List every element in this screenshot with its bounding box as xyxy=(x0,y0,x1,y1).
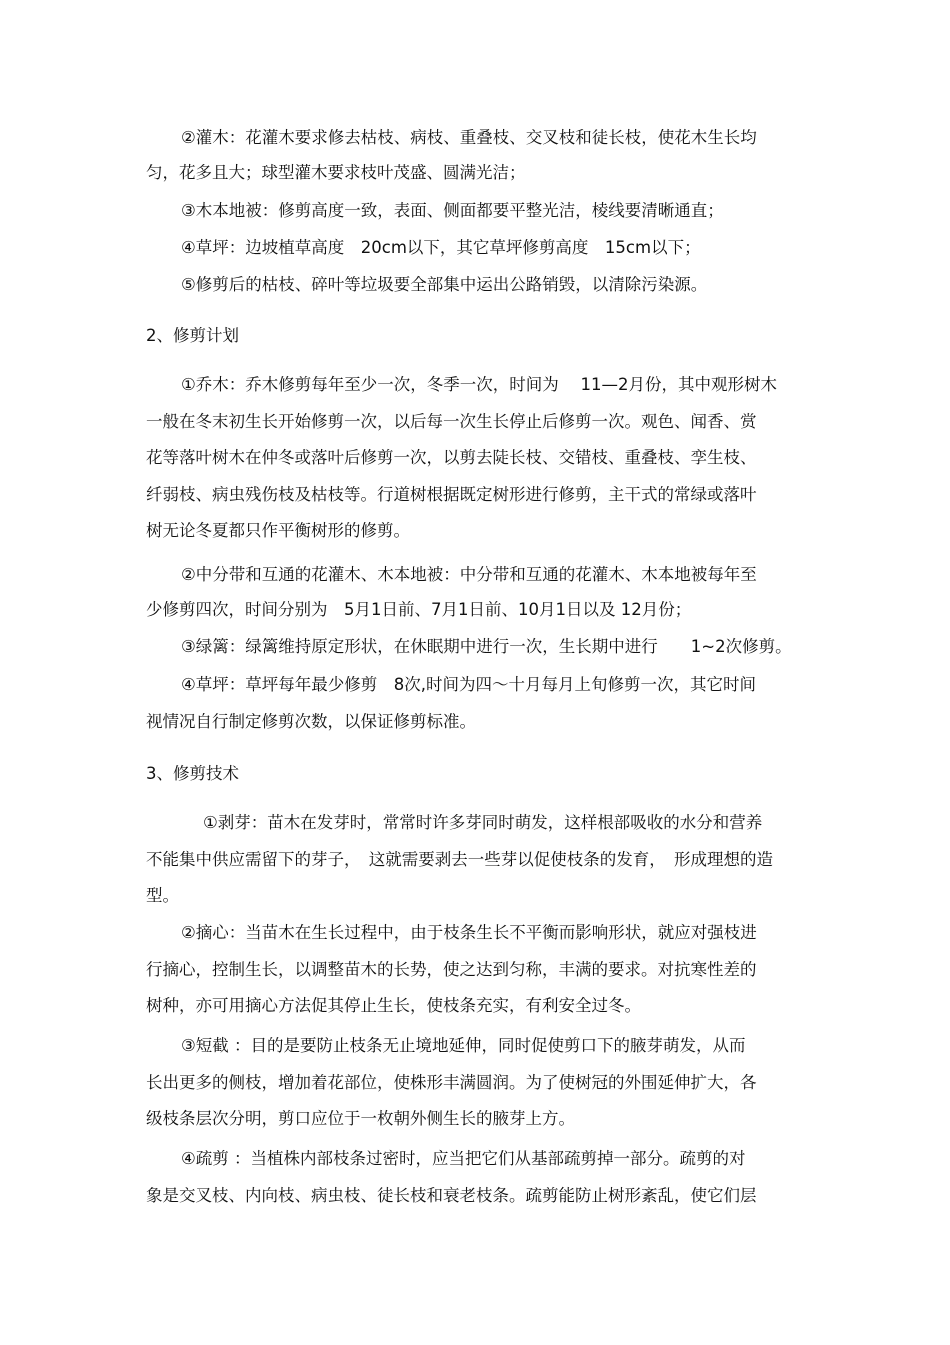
text-line: 一般在冬末初生长开始修剪一次，以后每一次生长停止后修剪一次。观色、闻香、赏 xyxy=(146,412,757,431)
text-line: ④草坪：草坪每年最少修剪 8次,时间为四～十月每月上旬修剪一次，其它时间 xyxy=(181,675,757,694)
text-line: 长出更多的侧枝，增加着花部位，使株形丰满圆润。为了使树冠的外围延伸扩大，各 xyxy=(146,1073,757,1092)
text-line: 匀，花多且大；球型灌木要求枝叶茂盛、圆满光洁； xyxy=(146,163,526,182)
text-line: 少修剪四次，时间分别为 5月1日前、7月1日前、10月1日以及 12月份； xyxy=(146,600,692,619)
text-line: 树无论冬夏都只作平衡树形的修剪。 xyxy=(146,521,410,540)
section-heading: 2、修剪计划 xyxy=(146,326,239,345)
text-line: 纤弱枝、病虫残伤枝及枯枝等。行道树根据既定树形进行修剪，主干式的常绿或落叶 xyxy=(146,485,757,504)
text-line: ①剥芽：苗木在发芽时，常常时许多芽同时萌发，这样根部吸收的水分和营养 xyxy=(203,813,763,832)
text-line: ③绿篱：绿篱维持原定形状，在休眠期中进行一次，生长期中进行 1~2次修剪。 xyxy=(181,637,792,656)
text-line: 级枝条层次分明，剪口应位于一枚朝外侧生长的腋芽上方。 xyxy=(146,1109,575,1128)
text-line: ④草坪：边坡植草高度 20cm以下，其它草坪修剪高度 15cm以下； xyxy=(181,238,701,257)
text-line: ②中分带和互通的花灌木、木本地被：中分带和互通的花灌木、木本地被每年至 xyxy=(181,565,757,584)
text-line: 不能集中供应需留下的芽子， 这就需要剥去一些芽以促使枝条的发育， 形成理想的造 xyxy=(146,850,773,869)
text-line: 行摘心，控制生长，以调整苗木的长势，使之达到匀称，丰满的要求。对抗寒性差的 xyxy=(146,960,757,979)
text-line: ③木本地被：修剪高度一致，表面、侧面都要平整光洁，棱线要清晰通直； xyxy=(181,201,724,220)
text-line: 视情况自行制定修剪次数，以保证修剪标准。 xyxy=(146,712,476,731)
section-heading: 3、修剪技术 xyxy=(146,764,239,783)
text-line: 树种，亦可用摘心方法促其停止生长，使枝条充实，有利安全过冬。 xyxy=(146,996,641,1015)
text-line: ⑤修剪后的枯枝、碎叶等垃圾要全部集中运出公路销毁，以清除污染源。 xyxy=(181,275,708,294)
text-line: 象是交叉枝、内向枝、病虫枝、徒长枝和衰老枝条。疏剪能防止树形紊乱，使它们层 xyxy=(146,1186,757,1205)
text-line: 花等落叶树木在仲冬或落叶后修剪一次，以剪去陡长枝、交错枝、重叠枝、孪生枝、 xyxy=(146,448,757,467)
text-line: ②摘心：当苗木在生长过程中，由于枝条生长不平衡而影响形状，就应对强枝进 xyxy=(181,923,757,942)
text-line: ④疏剪 ：当植株内部枝条过密时，应当把它们从基部疏剪掉一部分。疏剪的对 xyxy=(181,1149,746,1168)
text-line: 型。 xyxy=(146,886,179,905)
text-line: ②灌木：花灌木要求修去枯枝、病枝、重叠枝、交叉枝和徒长枝，使花木生长均 xyxy=(181,128,757,147)
text-line: ③短截 ：目的是要防止枝条无止境地延伸，同时促使剪口下的腋芽萌发，从而 xyxy=(181,1036,746,1055)
text-line: ①乔木：乔木修剪每年至少一次，冬季一次，时间为 11—2月份，其中观形树木 xyxy=(181,375,778,394)
